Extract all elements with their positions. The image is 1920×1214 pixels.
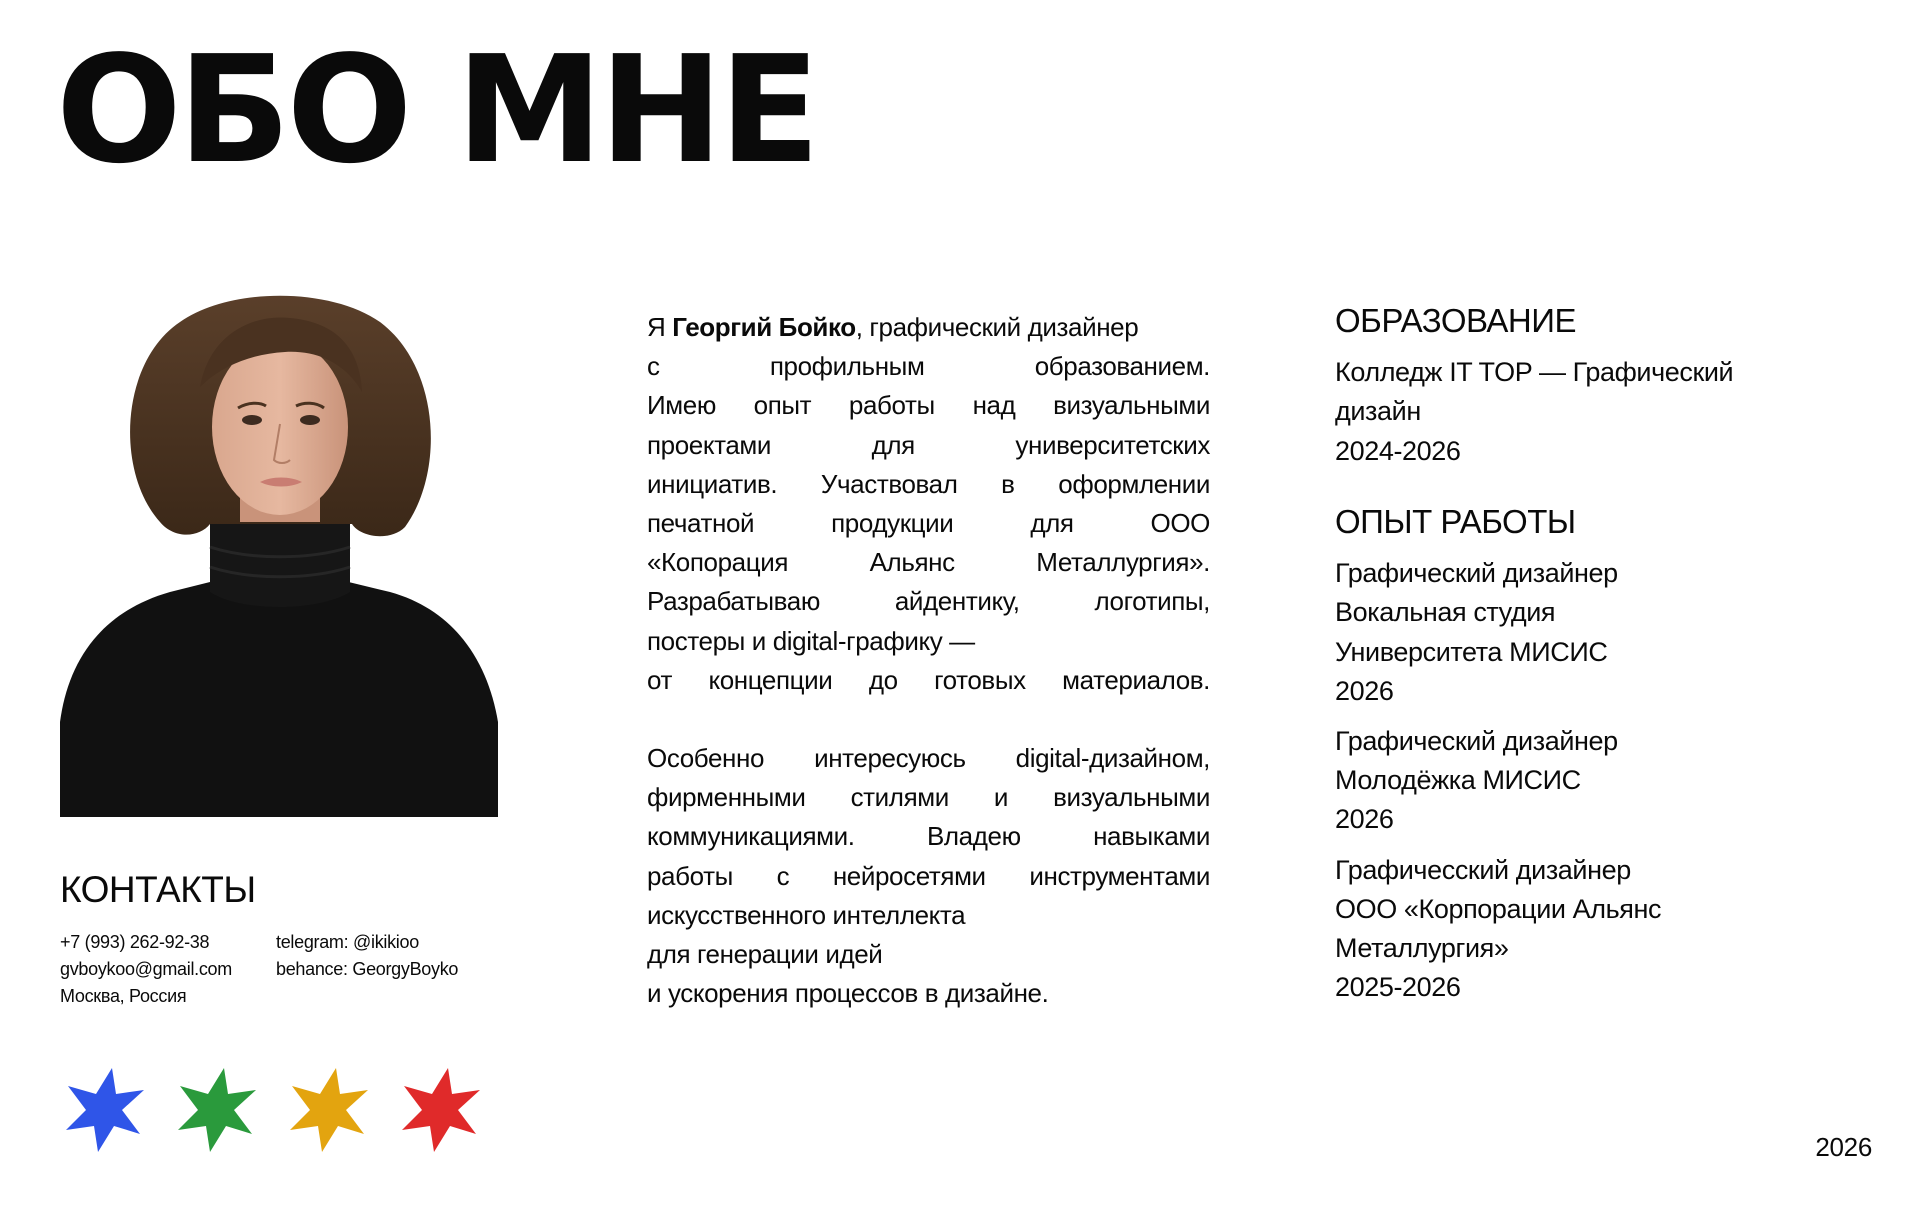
- experience-role: Графический дизайнер: [1335, 725, 1618, 756]
- bio-line: фирменными стилями и визуальными: [647, 782, 1210, 813]
- contact-phone[interactable]: +7 (993) 262-92-38: [60, 932, 210, 952]
- education-program: дизайн: [1335, 396, 1421, 427]
- experience-years: 2026: [1335, 804, 1394, 835]
- bio-line: проектами для университетских: [647, 429, 1210, 460]
- bio-intro-prefix: Я: [647, 312, 673, 342]
- bio-line: и ускорения процессов в дизайне.: [647, 978, 1049, 1009]
- bio-paragraph-2: [647, 739, 1210, 1013]
- bio-line: работы с нейросетями инструментами: [647, 860, 1210, 891]
- footer-year: 2026: [1815, 1132, 1872, 1162]
- bio-line: Разрабатываю айдентику, логотипы,: [647, 586, 1210, 617]
- education-institution: Колледж IT TOP — Графический: [1335, 357, 1734, 388]
- blue-star-icon: [62, 1066, 146, 1154]
- experience-org: ООО «Корпорации Альянс: [1335, 893, 1662, 924]
- bio-line: с профильным образованием.: [647, 351, 1210, 382]
- contacts-social: [276, 929, 458, 983]
- bio-line: постеры и digital-графику —: [647, 625, 975, 656]
- bio-line: Особенно интересуюсь digital-дизайном,: [647, 743, 1210, 774]
- bio-line: от концепции до готовых материалов.: [647, 664, 1210, 695]
- red-star-icon: [398, 1066, 482, 1154]
- experience-entry: [1335, 851, 1805, 1008]
- page-title: ОБО МНЕ: [56, 24, 817, 196]
- green-star-icon: [174, 1066, 258, 1154]
- bio-line: печатной продукции для ООО: [647, 508, 1210, 539]
- experience-org: Университета МИСИС: [1335, 636, 1608, 667]
- bio-line: инициатив. Участвовал в оформлении: [647, 468, 1210, 499]
- bio-line: «Копорация Альянс Металлургия».: [647, 547, 1210, 578]
- contacts-heading: КОНТАКТЫ: [60, 869, 256, 910]
- experience-role: Графический дизайнер: [1335, 558, 1618, 589]
- decorative-stars: [62, 1066, 482, 1154]
- contact-telegram[interactable]: telegram: @ikikioo: [276, 932, 419, 952]
- bio-name: Георгий Бойко: [672, 312, 856, 342]
- experience-entry: [1335, 722, 1805, 840]
- contact-city: Москва, Россия: [60, 986, 187, 1006]
- experience-org: Вокальная студия: [1335, 597, 1556, 628]
- bio-paragraph-1: [647, 308, 1210, 700]
- experience-years: 2025-2026: [1335, 972, 1461, 1003]
- experience-org: Металлургия»: [1335, 932, 1509, 963]
- portrait-photo: [60, 292, 498, 817]
- bio-line: для генерации идей: [647, 939, 883, 970]
- education-years: 2024-2026: [1335, 435, 1461, 466]
- experience-heading: ОПЫТ РАБОТЫ: [1335, 502, 1576, 540]
- bio-intro-line: [647, 308, 1210, 347]
- bio-line: Имею опыт работы над визуальными: [647, 390, 1210, 421]
- bio-line: коммуникациями. Владею навыками: [647, 821, 1210, 852]
- experience-role: Графичесский дизайнер: [1335, 854, 1631, 885]
- experience-org: Молодёжка МИСИС: [1335, 765, 1581, 796]
- yellow-star-icon: [286, 1066, 370, 1154]
- bio-intro-suffix: , графический дизайнер: [855, 312, 1139, 342]
- resume-column: [1335, 300, 1805, 1007]
- experience-years: 2026: [1335, 675, 1394, 706]
- education-entry: [1335, 353, 1805, 471]
- bio-line: искусственного интеллекта: [647, 899, 966, 930]
- contacts-primary: [60, 929, 232, 1010]
- experience-entry: [1335, 554, 1805, 711]
- education-heading: ОБРАЗОВАНИЕ: [1335, 302, 1576, 339]
- contact-email[interactable]: gvboykoo@gmail.com: [60, 959, 232, 979]
- contact-behance[interactable]: behance: GeorgyBoyko: [276, 959, 459, 979]
- bio-text: [647, 308, 1210, 1013]
